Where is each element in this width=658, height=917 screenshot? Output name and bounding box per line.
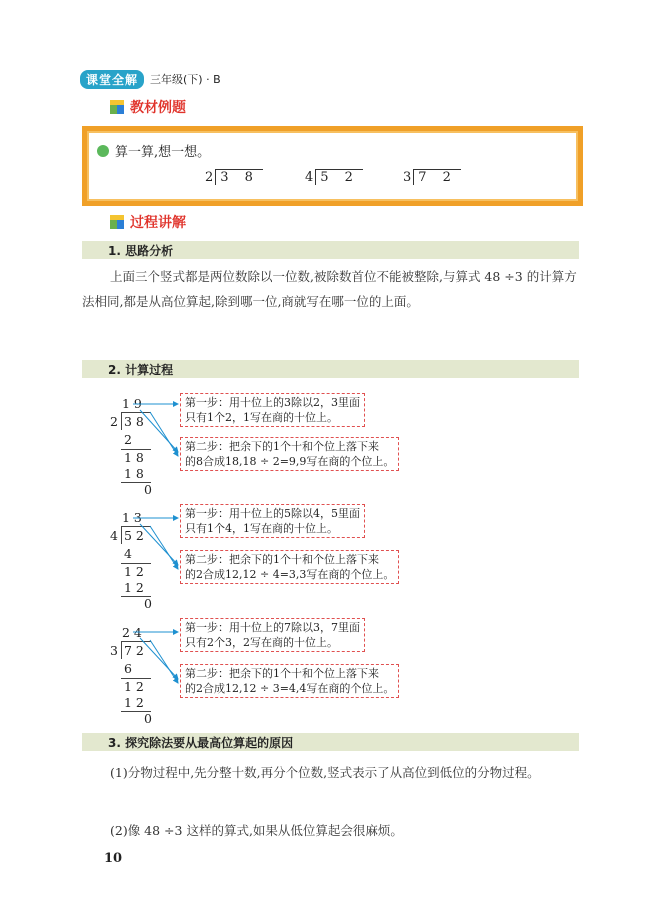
quotient: 1 3 <box>122 510 142 525</box>
arrow-icon <box>140 410 178 452</box>
series-badge: 课堂全解 <box>80 70 144 89</box>
step-two-box: 第二步：把余下的1个十和个位上落下来 的8合成18,18 ÷ 2=9,9写在商的个位上。 <box>180 437 399 471</box>
section-title-example: 教材例题 <box>110 97 186 117</box>
example-problem: 3 7 2 <box>403 169 461 185</box>
arrow-icon <box>150 526 178 569</box>
partial-dividend: 1 2 <box>124 679 144 694</box>
partial-product: 4 <box>124 546 132 561</box>
partial-product: 1 2 <box>124 580 144 595</box>
paragraph-reason-2: (2)像 48 ÷3 这样的算式,如果从低位算起会很麻烦。 <box>110 823 403 838</box>
arrow-icon <box>150 640 178 683</box>
step-one-box: 第一步：用十位上的5除以4，5里面 只有1个4，1写在商的十位上。 <box>180 504 365 538</box>
remainder: 0 <box>144 711 152 726</box>
subsection-bar-2: 2. 计算过程 <box>82 360 579 378</box>
subsection-bar-1: 1. 思路分析 <box>82 241 579 259</box>
example-instruction: 算一算,想一想。 <box>97 141 210 160</box>
partial-product: 2 <box>124 432 132 447</box>
example-problem: 4 5 2 <box>305 169 363 185</box>
partial-dividend: 1 8 <box>124 450 144 465</box>
arrow-icon <box>140 524 178 565</box>
divisor: 2 <box>110 414 118 429</box>
partial-dividend: 1 2 <box>124 564 144 579</box>
quotient: 2 4 <box>122 625 142 640</box>
divisor: 3 <box>110 643 118 658</box>
paragraph-reason-1: (1)分物过程中,先分整十数,再分个位数,竖式表示了从高位到低位的分物过程。 <box>110 765 540 780</box>
step-one-box: 第一步：用十位上的3除以2，3里面 只有1个2，1写在商的十位上。 <box>180 393 365 427</box>
remainder: 0 <box>144 482 152 497</box>
subsection-bar-3: 3. 探究除法要从最高位算起的原因 <box>82 733 579 751</box>
step-two-box: 第二步：把余下的1个十和个位上落下来 的2合成12,12 ÷ 4=3,3写在商的个位上。 <box>180 550 399 584</box>
dividend: 3 8 <box>124 414 144 429</box>
arrow-icon <box>140 638 178 679</box>
partial-product: 6 <box>124 661 132 676</box>
dividend: 7 2 <box>124 643 144 658</box>
page-number: 10 <box>104 851 123 866</box>
remainder: 0 <box>144 596 152 611</box>
divisor: 4 <box>110 528 118 543</box>
example-problem: 2 3 8 <box>205 169 263 185</box>
paragraph-analysis: 上面三个竖式都是两位数除以一位数,被除数首位不能被整除,与算式 48 ÷3 的计算方法相同,都是从高位算起,除到哪一位,商就写在哪一位的上面。 <box>82 269 577 309</box>
dividend: 5 2 <box>124 528 144 543</box>
quotient: 1 9 <box>122 396 142 411</box>
step-one-box: 第一步：用十位上的7除以3，7里面 只有2个3，2写在商的十位上。 <box>180 618 365 652</box>
arrow-icon <box>150 412 178 456</box>
section-title-process: 过程讲解 <box>110 212 186 232</box>
partial-product: 1 8 <box>124 466 144 481</box>
partial-product: 1 2 <box>124 695 144 710</box>
step-two-box: 第二步：把余下的1个十和个位上落下来 的2合成12,12 ÷ 3=4,4写在商的个位上。 <box>180 664 399 698</box>
grade-label: 三年级(下) · B <box>150 73 221 86</box>
